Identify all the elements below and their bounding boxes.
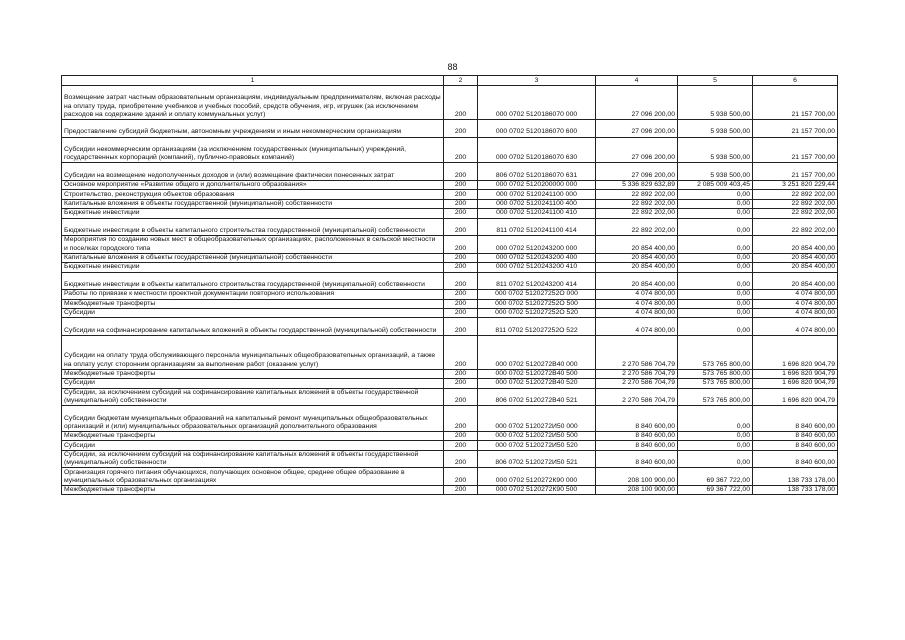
- row-budget-code: 000 0702 5120186070 000: [478, 86, 596, 120]
- row-budget-code: 806 0702 5120272В40 521: [478, 388, 596, 406]
- row-value-remaining: 22 892 202,00: [753, 199, 838, 208]
- row-name: Субсидии бюджетам муниципальных образований на капитальный ремонт муниципальных общеобразовательных организаций и (или) муниципальных образовательных организаций дополнительного образования: [62, 406, 444, 432]
- row-budget-code: 000 0702 5120241100 000: [478, 190, 596, 199]
- table-row: [62, 263, 838, 272]
- row-value-executed: 69 367 722,00: [678, 486, 753, 495]
- table-row: [62, 190, 838, 199]
- row-value-remaining: 3 251 820 229,44: [753, 180, 838, 189]
- row-admin-code: 200: [444, 486, 478, 495]
- row-value-executed: 0,00: [678, 308, 753, 317]
- row-value-executed: 0,00: [678, 441, 753, 450]
- row-value-approved: 8 840 600,00: [596, 441, 678, 450]
- row-name: Организация горячего питания обучающихся, получающих основное общее, среднее общее образование в муниципальных образовательных организациях: [62, 468, 444, 486]
- row-name: Работы по привязке к местности проектной документации повторного использования: [62, 290, 444, 299]
- row-value-executed: 0,00: [678, 290, 753, 299]
- row-name: Субсидии: [62, 441, 444, 450]
- row-admin-code: 200: [444, 163, 478, 181]
- row-name: Субсидии: [62, 308, 444, 317]
- row-admin-code: 200: [444, 290, 478, 299]
- row-name: Субсидии: [62, 379, 444, 388]
- row-value-executed: 0,00: [678, 190, 753, 199]
- row-name: Предоставление субсидий бюджетным, автономным учреждениям и иным некоммерческим организациям: [62, 120, 444, 138]
- row-value-remaining: 4 074 800,00: [753, 308, 838, 317]
- row-value-executed: 0,00: [678, 253, 753, 262]
- row-budget-code: 000 0702 5120186070 600: [478, 120, 596, 138]
- row-name: Межбюджетные трансферты: [62, 369, 444, 378]
- row-name: Бюджетные инвестиции в объекты капитального строительства государственной (муниципальной) собственности: [62, 272, 444, 290]
- row-value-remaining: 1 696 820 904,79: [753, 335, 838, 369]
- row-value-executed: 0,00: [678, 199, 753, 208]
- row-value-remaining: 20 854 400,00: [753, 253, 838, 262]
- row-budget-code: 811 0702 5120243200 414: [478, 272, 596, 290]
- row-budget-code: 811 0702 512027252О 522: [478, 318, 596, 336]
- row-name: Субсидии, за исключением субсидий на софинансирование капитальных вложений в объекты государственной (муниципальной) собственности: [62, 388, 444, 406]
- row-budget-code: 000 0702 5120243200 000: [478, 236, 596, 254]
- row-value-approved: 27 096 200,00: [596, 137, 678, 163]
- table-row: [62, 120, 838, 138]
- row-admin-code: 200: [444, 388, 478, 406]
- row-name: Межбюджетные трансферты: [62, 432, 444, 441]
- row-value-remaining: 22 892 202,00: [753, 218, 838, 236]
- row-value-approved: 4 074 800,00: [596, 308, 678, 317]
- row-admin-code: 200: [444, 199, 478, 208]
- row-budget-code: 000 0702 5120272И50 520: [478, 441, 596, 450]
- table-row: [62, 180, 838, 189]
- row-value-approved: 27 096 200,00: [596, 163, 678, 181]
- row-value-remaining: 4 074 800,00: [753, 290, 838, 299]
- row-value-remaining: 21 157 700,00: [753, 86, 838, 120]
- row-admin-code: 200: [444, 190, 478, 199]
- row-value-remaining: 22 892 202,00: [753, 209, 838, 218]
- row-value-executed: 0,00: [678, 450, 753, 468]
- row-budget-code: 000 0702 512027252О 000: [478, 290, 596, 299]
- table-row: [62, 163, 838, 181]
- row-value-executed: 0,00: [678, 318, 753, 336]
- row-budget-code: 000 0702 512027252О 520: [478, 308, 596, 317]
- table-row: [62, 379, 838, 388]
- row-value-remaining: 21 157 700,00: [753, 137, 838, 163]
- row-name: Капитальные вложения в объекты государственной (муниципальной) собственности: [62, 253, 444, 262]
- row-value-remaining: 20 854 400,00: [753, 236, 838, 254]
- row-admin-code: 200: [444, 86, 478, 120]
- row-budget-code: 000 0702 5120272К90 500: [478, 486, 596, 495]
- row-value-approved: 20 854 400,00: [596, 236, 678, 254]
- row-value-executed: 5 938 500,00: [678, 163, 753, 181]
- row-value-executed: 5 938 500,00: [678, 137, 753, 163]
- row-admin-code: 200: [444, 209, 478, 218]
- row-value-remaining: 8 840 600,00: [753, 441, 838, 450]
- row-value-approved: 2 270 586 704,79: [596, 388, 678, 406]
- row-value-remaining: 4 074 800,00: [753, 299, 838, 308]
- table-row: [62, 318, 838, 336]
- row-admin-code: 200: [444, 272, 478, 290]
- row-value-remaining: 1 696 820 904,79: [753, 369, 838, 378]
- row-value-executed: 573 765 800,00: [678, 369, 753, 378]
- row-value-remaining: 8 840 600,00: [753, 450, 838, 468]
- row-value-remaining: 1 696 820 904,79: [753, 379, 838, 388]
- row-value-approved: 4 074 800,00: [596, 318, 678, 336]
- row-name: Мероприятия по созданию новых мест в общеобразовательных организациях, расположенных в сельской местности и поселках городского типа: [62, 236, 444, 254]
- row-name: Капитальные вложения в объекты государственной (муниципальной) собственности: [62, 199, 444, 208]
- row-value-executed: 573 765 800,00: [678, 388, 753, 406]
- row-name: Межбюджетные трансферты: [62, 486, 444, 495]
- table-row: [62, 236, 838, 254]
- row-value-executed: 0,00: [678, 432, 753, 441]
- row-admin-code: 200: [444, 180, 478, 189]
- row-budget-code: 000 0702 5120243200 400: [478, 253, 596, 262]
- table-row: [62, 199, 838, 208]
- row-admin-code: 200: [444, 308, 478, 317]
- row-admin-code: 200: [444, 253, 478, 262]
- row-admin-code: 200: [444, 335, 478, 369]
- row-value-remaining: 8 840 600,00: [753, 432, 838, 441]
- row-budget-code: 000 0702 5120272И50 500: [478, 432, 596, 441]
- row-budget-code: 000 0702 5120243200 410: [478, 263, 596, 272]
- row-value-approved: 2 270 586 704,79: [596, 369, 678, 378]
- row-budget-code: 806 0702 5120186070 631: [478, 163, 596, 181]
- row-value-remaining: 4 074 800,00: [753, 318, 838, 336]
- row-budget-code: 000 0702 5120272В40 520: [478, 379, 596, 388]
- table-row: [62, 218, 838, 236]
- row-value-approved: 22 892 202,00: [596, 209, 678, 218]
- row-admin-code: 200: [444, 406, 478, 432]
- row-value-remaining: 20 854 400,00: [753, 272, 838, 290]
- row-value-executed: 0,00: [678, 218, 753, 236]
- row-value-executed: 573 765 800,00: [678, 335, 753, 369]
- row-value-executed: 5 938 500,00: [678, 120, 753, 138]
- row-budget-code: 000 0702 5120200000 000: [478, 180, 596, 189]
- row-value-approved: 27 096 200,00: [596, 86, 678, 120]
- row-admin-code: 200: [444, 236, 478, 254]
- table-row: [62, 486, 838, 495]
- row-value-remaining: 138 733 178,00: [753, 468, 838, 486]
- table-row: [62, 441, 838, 450]
- row-name: Строительство, реконструкция объектов образования: [62, 190, 444, 199]
- row-value-approved: 8 840 600,00: [596, 450, 678, 468]
- row-value-remaining: 138 733 178,00: [753, 486, 838, 495]
- row-name: Субсидии на софинансирование капитальных вложений в объекты государственной (муниципальной) собственности: [62, 318, 444, 336]
- row-value-executed: 2 085 009 403,45: [678, 180, 753, 189]
- row-admin-code: 200: [444, 318, 478, 336]
- column-header: 4: [596, 76, 678, 86]
- table-header-row: [62, 76, 838, 86]
- row-name: Бюджетные инвестиции: [62, 209, 444, 218]
- row-value-approved: 5 336 829 632,89: [596, 180, 678, 189]
- row-budget-code: 000 0702 5120272В40 000: [478, 335, 596, 369]
- row-value-executed: 0,00: [678, 272, 753, 290]
- table-row: [62, 450, 838, 468]
- row-admin-code: 200: [444, 218, 478, 236]
- column-header: 1: [62, 76, 444, 86]
- table-row: [62, 432, 838, 441]
- row-value-approved: 2 270 586 704,79: [596, 335, 678, 369]
- row-value-approved: 27 096 200,00: [596, 120, 678, 138]
- table-row: [62, 86, 838, 120]
- row-name: Бюджетные инвестиции: [62, 263, 444, 272]
- row-budget-code: 000 0702 5120241100 410: [478, 209, 596, 218]
- row-name: Межбюджетные трансферты: [62, 299, 444, 308]
- table-row: [62, 369, 838, 378]
- row-value-executed: 0,00: [678, 406, 753, 432]
- row-budget-code: 000 0702 5120186070 630: [478, 137, 596, 163]
- row-admin-code: 200: [444, 441, 478, 450]
- table-row: [62, 290, 838, 299]
- column-header: 3: [478, 76, 596, 86]
- row-budget-code: 000 0702 5120241100 400: [478, 199, 596, 208]
- row-value-executed: 5 938 500,00: [678, 86, 753, 120]
- table-row: [62, 209, 838, 218]
- row-value-remaining: 21 157 700,00: [753, 120, 838, 138]
- row-value-remaining: 8 840 600,00: [753, 406, 838, 432]
- row-value-remaining: 22 892 202,00: [753, 190, 838, 199]
- table-row: [62, 253, 838, 262]
- table-row: [62, 468, 838, 486]
- row-value-executed: 0,00: [678, 299, 753, 308]
- row-value-remaining: 21 157 700,00: [753, 163, 838, 181]
- row-budget-code: 000 0702 512027252О 500: [478, 299, 596, 308]
- row-value-approved: 208 100 900,00: [596, 468, 678, 486]
- row-name: Субсидии некоммерческим организациям (за исключением государственных (муниципальных) учреждений, государственных корпораций (компаний), публично-правовых компаний): [62, 137, 444, 163]
- row-budget-code: 000 0702 5120272К90 000: [478, 468, 596, 486]
- row-value-approved: 22 892 202,00: [596, 218, 678, 236]
- budget-table: [61, 75, 838, 495]
- row-admin-code: 200: [444, 120, 478, 138]
- row-value-approved: 2 270 586 704,79: [596, 379, 678, 388]
- table-row: [62, 137, 838, 163]
- row-value-approved: 8 840 600,00: [596, 432, 678, 441]
- row-value-remaining: 1 696 820 904,79: [753, 388, 838, 406]
- row-budget-code: 000 0702 5120272В40 500: [478, 369, 596, 378]
- row-name: Субсидии на оплату труда обслуживающего персонала муниципальных общеобразовательных организаций, а также на оплату услуг сторонним организациям за выполнение работ (оказание услуг): [62, 335, 444, 369]
- row-value-executed: 0,00: [678, 209, 753, 218]
- table-row: [62, 272, 838, 290]
- row-value-approved: 208 100 900,00: [596, 486, 678, 495]
- table-row: [62, 335, 838, 369]
- row-budget-code: 000 0702 5120272И50 000: [478, 406, 596, 432]
- row-admin-code: 200: [444, 263, 478, 272]
- row-value-approved: 4 074 800,00: [596, 299, 678, 308]
- row-value-approved: 20 854 400,00: [596, 253, 678, 262]
- column-header: 2: [444, 76, 478, 86]
- row-value-executed: 0,00: [678, 263, 753, 272]
- row-admin-code: 200: [444, 379, 478, 388]
- row-value-approved: 22 892 202,00: [596, 190, 678, 199]
- row-value-remaining: 20 854 400,00: [753, 263, 838, 272]
- row-admin-code: 200: [444, 468, 478, 486]
- row-budget-code: 806 0702 5120272И50 521: [478, 450, 596, 468]
- row-budget-code: 811 0702 5120241100 414: [478, 218, 596, 236]
- row-value-approved: 22 892 202,00: [596, 199, 678, 208]
- row-value-executed: 69 367 722,00: [678, 468, 753, 486]
- row-admin-code: 200: [444, 137, 478, 163]
- row-value-approved: 4 074 800,00: [596, 290, 678, 299]
- table-row: [62, 308, 838, 317]
- row-admin-code: 200: [444, 299, 478, 308]
- row-value-approved: 20 854 400,00: [596, 272, 678, 290]
- row-name: Бюджетные инвестиции в объекты капитального строительства государственной (муниципальной) собственности: [62, 218, 444, 236]
- row-value-executed: 0,00: [678, 236, 753, 254]
- row-name: Основное мероприятие «Развитие общего и дополнительного образования»: [62, 180, 444, 189]
- row-admin-code: 200: [444, 432, 478, 441]
- page-number: 88: [447, 62, 458, 72]
- column-header: 5: [678, 76, 753, 86]
- row-name: Возмещение затрат частным образовательным организациям, индивидуальным предпринимателям, включая расходы на оплату труда, приобретение учебников и учебных пособий, средств обучения, игр, игрушек (за исключением расходов на содержание зданий и оплату коммунальных услуг): [62, 86, 444, 120]
- table-row: [62, 388, 838, 406]
- row-value-approved: 8 840 600,00: [596, 406, 678, 432]
- row-value-executed: 573 765 800,00: [678, 379, 753, 388]
- row-name: Субсидии на возмещение недополученных доходов и (или) возмещение фактически понесенных затрат: [62, 163, 444, 181]
- row-admin-code: 200: [444, 450, 478, 468]
- row-admin-code: 200: [444, 369, 478, 378]
- row-name: Субсидии, за исключением субсидий на софинансирование капитальных вложений в объекты государственной (муниципальной) собственности: [62, 450, 444, 468]
- table-row: [62, 299, 838, 308]
- row-value-approved: 20 854 400,00: [596, 263, 678, 272]
- column-header: 6: [753, 76, 838, 86]
- table-row: [62, 406, 838, 432]
